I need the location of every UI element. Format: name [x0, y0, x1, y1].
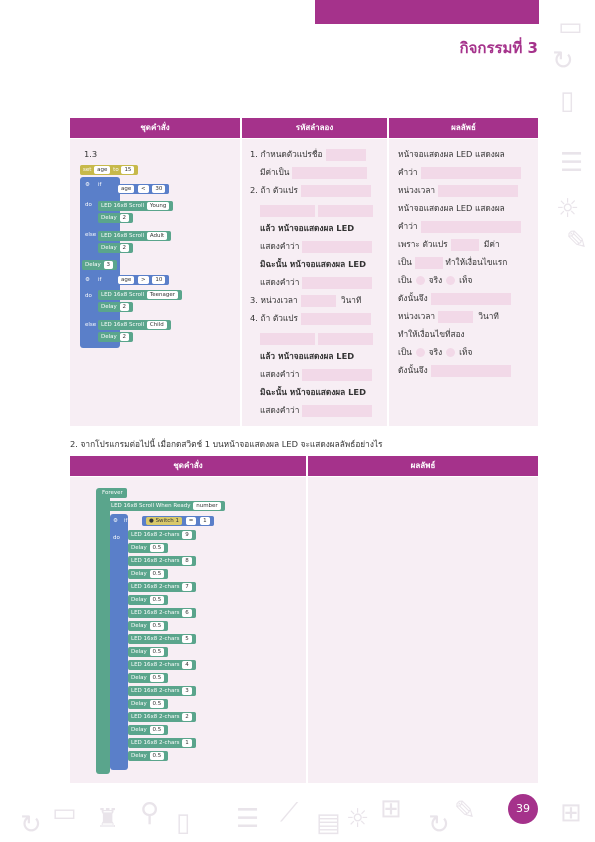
do-label: do: [85, 202, 92, 208]
scroll-label: LED 16x8 Scroll: [101, 322, 145, 328]
cond2-value: 10: [152, 276, 165, 284]
text-young: Young: [147, 202, 169, 210]
scroll-young-block: [98, 201, 173, 211]
scroll-label: LED 16x8 Scroll: [101, 203, 145, 209]
two-chars-label: LED 16x8 2-chars: [131, 662, 180, 668]
delay-block: [128, 673, 168, 683]
delay-value: 0.5: [150, 648, 165, 656]
answer-blank[interactable]: [451, 239, 479, 251]
refresh-icon: ↻: [428, 810, 450, 840]
result-text: เป็น: [398, 257, 412, 267]
result-line: [398, 163, 521, 181]
pseudo-line: [260, 201, 373, 219]
notebook-icon: ▤: [316, 808, 341, 838]
two-chars-block: [128, 738, 196, 748]
pseudo-line: [260, 365, 372, 383]
lightbulb-icon: ☼: [556, 194, 580, 224]
pseudo-text: มีค่าเป็น: [260, 167, 290, 177]
init-value-slot: 15: [121, 166, 134, 174]
delay-block: [128, 621, 168, 631]
result-text: ทำให้เงื่อนไขแรก: [445, 257, 508, 267]
magnifier-icon: ⚲: [140, 798, 160, 828]
answer-blank[interactable]: [301, 295, 336, 307]
delay-block: [98, 302, 133, 312]
two-chars-label: LED 16x8 2-chars: [131, 558, 180, 564]
answer-blank[interactable]: [326, 149, 366, 161]
forever-block: [96, 488, 110, 774]
forever-label: Forever: [98, 488, 127, 498]
set-label: set: [83, 167, 92, 173]
delay-value: 0.5: [150, 674, 165, 682]
pseudo-line: [250, 181, 371, 199]
result-line: [398, 181, 518, 199]
scroll-label: LED 16x8 Scroll: [101, 292, 145, 298]
switch-condition: [142, 516, 214, 526]
answer-blank[interactable]: [302, 405, 372, 417]
if-block: [110, 514, 128, 770]
delay-block: [98, 332, 133, 342]
result-text: เป็น: [398, 275, 412, 285]
delay-label: Delay: [131, 701, 147, 707]
pseudo-line: [250, 291, 361, 309]
result-line: หน้าจอแสดงผล LED แสดงผล: [398, 203, 505, 213]
result-line: [398, 217, 521, 235]
radio-false[interactable]: [446, 348, 455, 357]
pseudo-text: วินาที: [340, 295, 362, 305]
digit-value: 6: [182, 609, 192, 617]
cond1-operator: <: [138, 185, 149, 193]
ruler-icon: ⟋: [280, 798, 299, 828]
result-text: หน่วงเวลา: [398, 185, 436, 195]
scroll-child-block: [98, 320, 171, 330]
result-text: เท็จ: [459, 275, 473, 285]
pseudo-line: [260, 273, 372, 291]
delay-value: 0.5: [150, 596, 165, 604]
answer-blank[interactable]: [301, 313, 371, 325]
switch-label: Switch 1: [155, 518, 179, 524]
answer-blank[interactable]: [301, 185, 371, 197]
if-label: if: [98, 277, 102, 283]
delay-label: Delay: [101, 215, 117, 221]
delay-value: 2: [120, 244, 130, 252]
cond1-value: 30: [152, 185, 165, 193]
else-label: else: [85, 322, 97, 328]
cond1-variable: age: [118, 185, 134, 193]
tablet-icon: ▭: [52, 798, 77, 828]
do-label: do: [85, 293, 92, 299]
pseudo-text: แสดงคำว่า: [260, 241, 300, 251]
two-chars-label: LED 16x8 2-chars: [131, 636, 180, 642]
digit-value: 3: [182, 687, 192, 695]
delay-block: [128, 543, 168, 553]
document-icon: ☰: [236, 804, 260, 834]
answer-blank[interactable]: [421, 167, 521, 179]
answer-blank[interactable]: [415, 257, 443, 269]
refresh-icon: ↻: [20, 810, 42, 840]
result-text: คำว่า: [398, 221, 418, 231]
delay-value: 0.5: [150, 726, 165, 734]
answer-blank[interactable]: [431, 365, 511, 377]
equals-operator: =: [186, 517, 197, 525]
scroll-teenager-block: [98, 290, 182, 300]
scroll-adult-block: [98, 231, 171, 241]
two-chars-label: LED 16x8 2-chars: [131, 688, 180, 694]
pseudo-line: [250, 309, 371, 327]
result-text: มีค่า: [483, 239, 500, 249]
delay-block: [128, 699, 168, 709]
pseudo-text: 1. กำหนดตัวแปรชื่อ: [250, 149, 323, 159]
answer-blank[interactable]: [431, 293, 511, 305]
delay-value: 0.5: [150, 622, 165, 630]
delay-block: [128, 725, 168, 735]
two-chars-label: LED 16x8 2-chars: [131, 584, 180, 590]
two-chars-block: [128, 634, 196, 644]
delay-label: Delay: [85, 262, 101, 268]
answer-blank[interactable]: [302, 277, 372, 289]
delay-value: 3: [104, 261, 114, 269]
result-line: [398, 307, 499, 325]
two-chars-label: LED 16x8 2-chars: [131, 532, 180, 538]
delay-block: [128, 569, 168, 579]
activity-title: กิจกรรมที่ 3: [459, 39, 538, 57]
scroll-arg: number: [193, 502, 220, 510]
text-teenager: Teenager: [147, 291, 178, 299]
digit-value: 8: [182, 557, 192, 565]
delay-label: Delay: [131, 649, 147, 655]
delay-label: Delay: [101, 304, 117, 310]
radio-true[interactable]: [416, 348, 425, 357]
delay-label: Delay: [131, 675, 147, 681]
digit-value: 9: [182, 531, 192, 539]
delay-value: 0.5: [150, 544, 165, 552]
result-text: คำว่า: [398, 167, 418, 177]
delay-label: Delay: [131, 753, 147, 759]
digit-value: 1: [182, 739, 192, 747]
radio-false[interactable]: [446, 276, 455, 285]
pseudo-line: [250, 145, 366, 163]
pseudo-text: 2. ถ้า ตัวแปร: [250, 185, 298, 195]
question-2: 2. จากโปรแกรมต่อไปนี้ เมื่อกดสวิตช์ 1 บนหน้าจอแสดงผล LED จะแสดงผลลัพธ์อย่างไร: [70, 439, 383, 449]
col-header-commands: ชุดคำสั่ง: [70, 456, 306, 476]
settings-icon: ⚙: [113, 518, 118, 524]
top-banner: [315, 0, 539, 24]
col-header-result: ผลลัพธ์: [389, 118, 538, 138]
delay-label: Delay: [131, 597, 147, 603]
pencil-cup-icon: ♜: [96, 804, 120, 834]
radio-true[interactable]: [416, 276, 425, 285]
result-text: จริง: [428, 275, 443, 285]
pseudo-line: [260, 163, 367, 181]
digit-value: 7: [182, 583, 192, 591]
answer-blank[interactable]: [438, 311, 473, 323]
pseudo-text: แสดงคำว่า: [260, 405, 300, 415]
result-text: หน่วงเวลา: [398, 311, 436, 321]
pseudo-text: 3. หน่วงเวลา: [250, 295, 298, 305]
text-child: Child: [147, 321, 167, 329]
result-text: เท็จ: [459, 347, 473, 357]
result-text: วินาที: [478, 311, 499, 321]
settings-icon: ⚙: [85, 277, 90, 283]
result-line: หน้าจอแสดงผล LED แสดงผล: [398, 149, 505, 159]
pseudo-text: แสดงคำว่า: [260, 277, 300, 287]
delay-block: [128, 647, 168, 657]
pseudo-line: [260, 401, 372, 419]
delay-value: 2: [120, 303, 130, 311]
condition-1: [114, 184, 169, 194]
book-icon: ▭: [558, 12, 583, 42]
pseudo-line: [260, 329, 373, 347]
pseudo-line: [260, 255, 366, 273]
delay-label: Delay: [131, 727, 147, 733]
answer-blank[interactable]: [318, 205, 373, 217]
two-chars-label: LED 16x8 2-chars: [131, 610, 180, 616]
document-icon: ☰: [560, 148, 584, 178]
pseudo-line: [260, 237, 372, 255]
calculator-icon: ⊞: [380, 794, 402, 824]
two-chars-label: LED 16x8 2-chars: [131, 714, 180, 720]
digit-value: 2: [182, 713, 192, 721]
pseudo-text: แสดงคำว่า: [260, 369, 300, 379]
item-number: 1.3: [84, 149, 98, 159]
pseudo-text: มิฉะนั้น หน้าจอแสดงผล LED: [260, 387, 366, 397]
pseudo-text: แล้ว หน้าจอแสดงผล LED: [260, 223, 355, 233]
result-line: [398, 361, 511, 379]
else-label: else: [85, 232, 97, 238]
pseudo-text: มิฉะนั้น หน้าจอแสดงผล LED: [260, 259, 366, 269]
two-chars-block: [128, 712, 196, 722]
scroll-when-ready-block: [108, 501, 225, 511]
result-cell-2[interactable]: [308, 477, 538, 783]
result-line: [398, 289, 511, 307]
delay-label: Delay: [101, 334, 117, 340]
answer-blank[interactable]: [260, 333, 315, 345]
two-chars-block: [128, 530, 196, 540]
pseudo-line: [260, 383, 366, 401]
delay-value: 0.5: [150, 570, 165, 578]
two-chars-block: [128, 556, 196, 566]
two-chars-block: [128, 686, 196, 696]
delay-label: Delay: [131, 623, 147, 629]
if-label: if: [124, 518, 128, 524]
pseudo-text: แล้ว หน้าจอแสดงผล LED: [260, 351, 355, 361]
col-header-result: ผลลัพธ์: [308, 456, 538, 476]
condition-2: [114, 275, 169, 285]
two-chars-block: [128, 582, 196, 592]
text-adult: Adult: [147, 232, 167, 240]
refresh-icon: ↻: [552, 46, 574, 76]
answer-blank[interactable]: [318, 333, 373, 345]
calculator-icon: ⊞: [560, 798, 582, 828]
delay-label: Delay: [131, 571, 147, 577]
delay-block: [98, 243, 133, 253]
scroll-label: LED 16x8 Scroll: [101, 233, 145, 239]
open-book-icon: ▯: [560, 86, 575, 116]
set-variable-block: [80, 165, 138, 175]
delay-value: 2: [120, 214, 130, 222]
page-number: 39: [508, 794, 538, 824]
result-line: [398, 343, 472, 361]
delay-label: Delay: [101, 245, 117, 251]
two-chars-block: [128, 608, 196, 618]
answer-blank[interactable]: [260, 205, 315, 217]
cond2-variable: age: [118, 276, 134, 284]
open-book-icon: ▯: [176, 808, 191, 838]
result-line: [398, 235, 500, 253]
pencil-icon: ✎: [566, 226, 588, 256]
answer-blank[interactable]: [302, 241, 372, 253]
to-label: to: [113, 167, 119, 173]
result-text: ดังนั้นจึง: [398, 365, 428, 375]
answer-blank[interactable]: [302, 369, 372, 381]
delay-block: [128, 751, 168, 761]
result-line: [398, 253, 507, 271]
pseudo-text: 4. ถ้า ตัวแปร: [250, 313, 298, 323]
col-header-pseudocode: รหัสลำลอง: [242, 118, 387, 138]
two-chars-block: [128, 660, 196, 670]
delay-mid-block: [82, 260, 117, 270]
cond2-operator: >: [138, 276, 149, 284]
result-text: เพราะ ตัวแปร: [398, 239, 448, 249]
lightbulb-icon: ☼: [346, 804, 370, 834]
result-text: ดังนั้นจึง: [398, 293, 428, 303]
switch-value: 1: [200, 517, 210, 525]
result-line: ทำให้เงื่อนไขที่สอง: [398, 329, 465, 339]
answer-blank[interactable]: [292, 167, 367, 179]
settings-icon: ⚙: [85, 182, 90, 188]
result-line: [398, 271, 472, 289]
digit-value: 5: [182, 635, 192, 643]
answer-blank[interactable]: [438, 185, 518, 197]
delay-block: [98, 213, 133, 223]
delay-block: [128, 595, 168, 605]
pencil-icon: ✎: [454, 796, 476, 826]
variable-slot: age: [94, 166, 110, 174]
delay-label: Delay: [131, 545, 147, 551]
result-text: จริง: [428, 347, 443, 357]
delay-value: 0.5: [150, 752, 165, 760]
pseudo-line: [260, 219, 354, 237]
scroll-ready-label: LED 16x8 Scroll When Ready: [111, 503, 191, 509]
answer-blank[interactable]: [421, 221, 521, 233]
col-header-commands: ชุดคำสั่ง: [70, 118, 240, 138]
switch-slot: ● Switch 1: [146, 517, 182, 525]
two-chars-label: LED 16x8 2-chars: [131, 740, 180, 746]
delay-value: 2: [120, 333, 130, 341]
do-label: do: [113, 535, 120, 541]
digit-value: 4: [182, 661, 192, 669]
result-text: เป็น: [398, 347, 412, 357]
pseudo-line: [260, 347, 354, 365]
delay-value: 0.5: [150, 700, 165, 708]
if-label: if: [98, 182, 102, 188]
activity-table-1: [70, 118, 538, 426]
